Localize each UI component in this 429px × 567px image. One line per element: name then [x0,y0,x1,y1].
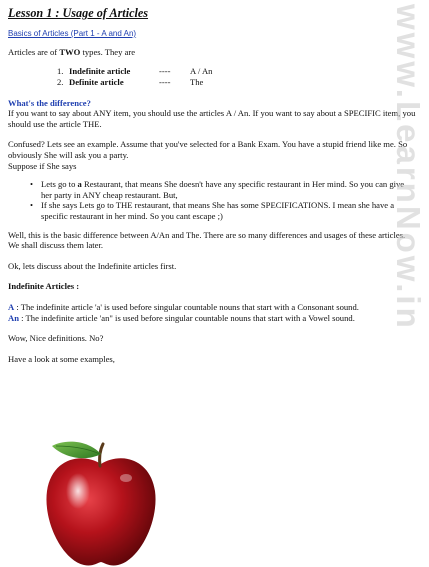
intro-paragraph [8,47,416,58]
apple-stem [100,444,103,466]
intro-prefix: Articles are of [8,47,60,57]
article-types-list [57,66,416,88]
site-watermark [390,4,429,556]
item-dash: ---- [159,76,171,87]
intro-bold: TWO [59,47,81,57]
article-type-item [57,77,416,88]
ok-paragraph: Ok, lets discuss about the Indefinite articles first. [8,260,177,271]
item-value: The [190,76,204,87]
definition-term: An [8,312,19,323]
document-page [8,6,416,364]
definition-an [8,313,416,324]
item-number: 1. [57,65,64,76]
item-number: 2. [57,76,64,87]
watermark-text: www.LearnNow.in [390,4,427,331]
bullet-text: If she says Lets go to THE restaurant, that means She has some SPECIFICATIONS. I mean she have a specific restaurant in her mind. So you cant escape ;) [41,200,395,221]
bullet-item [30,179,416,200]
apple-leaf [52,442,101,459]
definition-text: : The indefinite article 'a' is used before singular countable nouns that start with a Consonant sound. [14,301,359,312]
example-bullets [8,179,416,221]
wow-line: Wow, Nice definitions. No? [8,333,104,344]
difference-paragraph: If you want to say about ANY item, you should use the articles A / An. If you want to say about a SPECIFIC item, you should use the article THE. [8,108,416,129]
definition-a [8,302,416,313]
lesson-title: Lesson 1 : Usage of Articles [8,6,149,20]
indefinite-heading: Indefinite Articles : [8,281,80,292]
bullet-bold: a [77,179,82,190]
item-term: Indefinite article [69,65,131,76]
bullet-text-rest: Restaurant, that means She doesn't have any specific restaurant in Her mind. So you can give her party in ANY cheap restaurant. But, [41,179,405,200]
article-type-item [57,66,416,77]
bullet-dot: • [30,179,34,190]
bullet-item [30,200,416,221]
difference-heading: What's the difference? [8,97,91,108]
apple-small-highlight [120,474,132,482]
bullet-text: Lets go to [41,179,78,190]
item-term: Definite article [69,76,124,87]
red-apple-illustration [42,436,160,567]
confused-paragraph: Confused? Lets see an example. Assume that you've selected for a Bank Exam. You have a stupid friend like me. So obviously She will ask you a party. [8,139,408,160]
apple-highlight [66,473,90,509]
well-paragraph: Well, this is the basic difference between A/An and The. There are so many differences and usages of these articles. We shall discuss them later. [8,229,406,251]
item-value: A / An [190,65,213,76]
part-link[interactable]: Basics of Articles (Part 1 - A and An) [8,29,137,38]
definition-term: A [8,301,15,312]
definition-text: : The indefinite article 'an" is used before singular countable nouns that start with a Vowel sound. [19,312,355,323]
bullet-dot: • [30,200,34,211]
suppose-line: Suppose if She says [8,160,77,171]
examples-line: Have a look at some examples, [8,353,115,364]
item-dash: ---- [159,65,171,76]
apple-body [46,458,155,565]
intro-suffix: types. They are [80,47,136,57]
